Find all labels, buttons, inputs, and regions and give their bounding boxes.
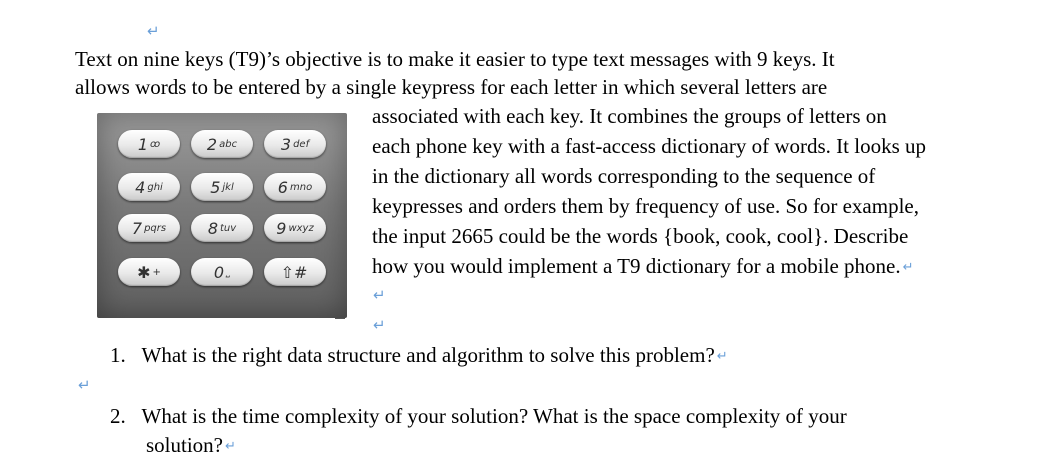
question-2-continuation — [146, 430, 236, 462]
paragraph-mark-icon: ↵ — [78, 376, 91, 394]
keypad-key-1 — [118, 130, 180, 158]
keypad-key-letters: pqrs — [144, 222, 167, 234]
paragraph-mark-icon: ↵ — [147, 22, 160, 40]
keypad-key-letters: def — [293, 138, 310, 150]
keypad-key-letters: tuv — [220, 222, 237, 234]
keypad-key-letters: abc — [219, 138, 238, 150]
keypad-key-number: 3 — [280, 134, 292, 154]
keypad-key-number: 9 — [276, 218, 287, 238]
keypad-key-letters: + — [152, 266, 161, 278]
keypad-key-letters: wxyz — [288, 222, 314, 234]
keypad-key-number: ✱ — [137, 262, 151, 282]
keypad-key-number: 8 — [207, 218, 218, 238]
paragraph-line-8: how you would implement a T9 dictionary for a mobile phone. ↵ — [372, 254, 914, 278]
keypad-key-6 — [264, 173, 326, 201]
return-mark-icon: ↵ — [902, 260, 914, 275]
question-2-number: 2. — [110, 404, 126, 428]
keypad-key-number: 4 — [135, 177, 146, 197]
paragraph-line-4: each phone key with a fast-access dictionary of words. It looks up — [372, 134, 926, 158]
keypad-key-10 — [118, 258, 180, 286]
paragraph-line-1: Text on nine keys (T9)’s objective is to make it easier to type text messages with 9 keys. It — [75, 47, 835, 71]
paragraph-mark-icon: ↵ — [373, 286, 386, 304]
keypad-key-4 — [118, 173, 180, 201]
keypad-key-2 — [191, 130, 253, 158]
keypad-key-letters: jkl — [222, 181, 234, 193]
keypad-key-number: 0 — [213, 262, 225, 282]
return-mark-icon: ↵ — [716, 349, 728, 364]
question-2-text-line-2: solution? — [146, 433, 223, 457]
paragraph-line-2: allows words to be entered by a single keypress for each letter in which several letters are — [75, 75, 828, 99]
keypad-key-letters: ⎵ — [226, 266, 231, 278]
keypad-key-5 — [191, 173, 253, 201]
question-1 — [110, 340, 728, 372]
phone-keypad-image — [97, 113, 347, 318]
keypad-key-11 — [191, 258, 253, 286]
keypad-key-number: 7 — [131, 218, 143, 238]
question-1-text: What is the right data structure and algorithm to solve this problem? — [141, 343, 715, 367]
paragraph-line-7: the input 2665 could be the words {book, cook, cool}. Describe — [372, 224, 909, 248]
keypad-key-number: 5 — [210, 177, 221, 197]
keypad-key-letters: ghi — [147, 181, 163, 193]
keypad-key-7 — [118, 214, 180, 242]
keypad-key-12 — [264, 258, 326, 286]
paragraph-line-5: in the dictionary all words corresponding to the sequence of — [372, 164, 876, 188]
paragraph-line-6: keypresses and orders them by frequency of use. So for example, — [372, 194, 919, 218]
keypad-key-8 — [191, 214, 253, 242]
keypad-key-number: 6 — [277, 177, 288, 197]
keypad-key-9 — [264, 214, 326, 242]
question-1-number: 1. — [110, 343, 126, 367]
return-mark-icon: ↵ — [225, 439, 236, 454]
image-edge-line — [335, 318, 345, 319]
keypad-key-number: 1 — [137, 134, 148, 154]
paragraph-line-3: associated with each key. It combines the groups of letters on — [372, 104, 887, 128]
keypad-key-letters: ꝏ — [150, 138, 161, 150]
keypad-key-number: ⇧# — [280, 262, 308, 282]
paragraph-mark-icon: ↵ — [373, 316, 386, 334]
keypad-key-number: 2 — [206, 134, 218, 154]
keypad-key-3 — [264, 130, 326, 158]
question-2-text-line-1: What is the time complexity of your solution? What is the space complexity of your — [141, 404, 847, 428]
keypad-key-letters: mno — [289, 181, 313, 193]
question-2 — [110, 401, 847, 431]
